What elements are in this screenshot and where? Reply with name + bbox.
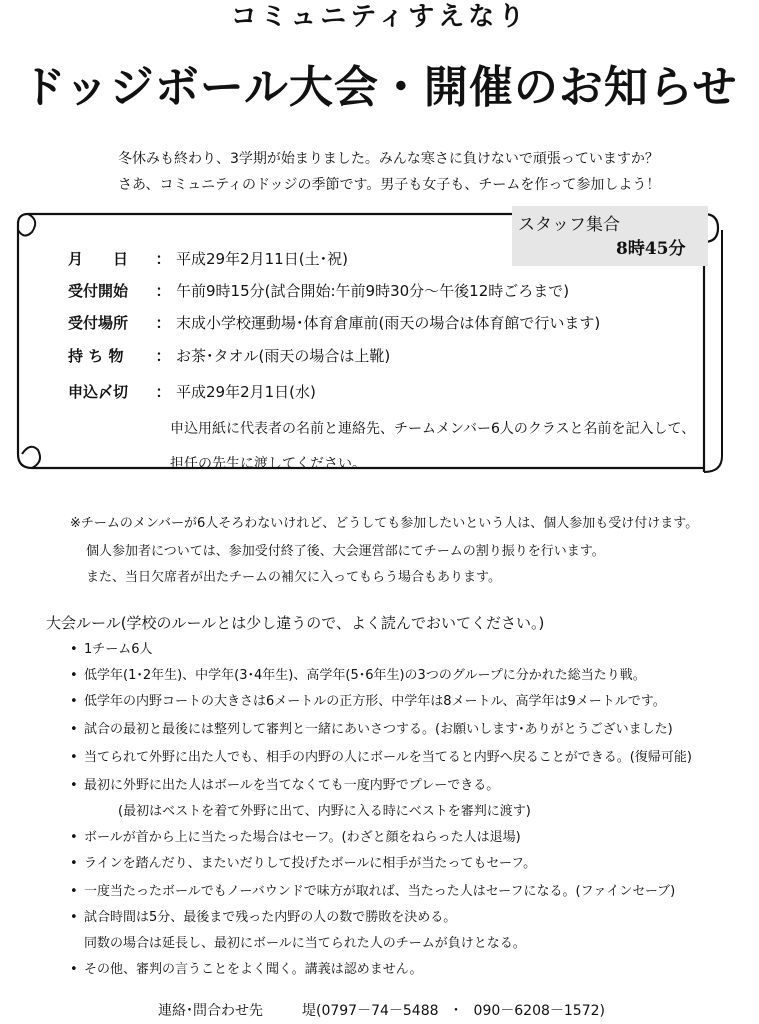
apply-note-1: 申込用紙に代表者の名前と連絡先、チームメンバー6人のクラスと名前を記入して、 (170, 421, 696, 437)
info-label: 持 ち 物 (68, 347, 124, 365)
colon: ： (155, 250, 171, 268)
bullet-dot: • (70, 962, 78, 977)
note-line-2: 個人参加者については、参加受付終了後、大会運営部にてチームの割り振りを行います。 (86, 544, 605, 559)
rule-text: 最初に外野に出た人はボールを当てなくても一度内野でプレーできる。 (84, 778, 500, 793)
rule-text: 低学年(1･2年生)、中学年(3･4年生)、高学年(5･6年生)の3つのグループに分かれた総当たり戦。 (84, 668, 646, 683)
colon: ： (155, 383, 171, 401)
rule-sub-line: (最初はベストを着て外野に出て、内野に入る時にベストを審判に渡す) (118, 804, 531, 819)
rule-item (70, 910, 456, 926)
rule-item (70, 722, 673, 738)
bullet-dot: • (70, 750, 78, 765)
rule-item (70, 750, 692, 766)
rule-item (70, 962, 423, 978)
organization-header: コミュニティすえなり (230, 2, 529, 32)
bullet-dot: • (70, 722, 78, 737)
bullet-dot: • (70, 884, 78, 899)
contact-value: 堤(0797－74－5488 ･ 090－6208－1572) (302, 1003, 605, 1019)
info-label: 月 日 (68, 250, 129, 268)
colon: ： (155, 314, 171, 332)
contact-line (158, 1000, 605, 1020)
rule-item (70, 642, 153, 658)
rules-title: 大会ルール(学校のルールとは少し違うので、よく読んでおいてください。) (46, 614, 545, 632)
info-value: お茶･タオル(雨天の場合は上靴) (176, 347, 391, 365)
stamp-text-2: 8時45分 (616, 239, 686, 259)
rule-text: 一度当たったボールでもノーバウンドで味方が取れば、当たった人はセーフになる。(ファインセーブ) (84, 884, 676, 899)
rule-text: ラインを踏んだり、またいだりして投げたボールに相手が当たってもセーフ。 (84, 856, 537, 871)
rule-item (70, 884, 675, 900)
bullet-dot: • (70, 694, 78, 709)
info-label: 受付開始 (68, 282, 129, 300)
page-title: ドッジボール大会・開催のお知らせ (21, 62, 738, 113)
colon: ： (155, 347, 171, 365)
rule-item (70, 830, 521, 846)
bullet-dot: • (70, 910, 78, 925)
rule-text: 当てられて外野に出た人でも、相手の内野の人にボールを当てると内野へ戻ることができる。(復帰可能) (84, 750, 692, 765)
rule-text: 試合時間は5分、最後まで残った内野の人の数で勝敗を決める。 (84, 910, 457, 925)
rule-text: 試合の最初と最後には整列して審判と一緒にあいさつする。(お願いします･ありがとうございました) (84, 722, 673, 737)
info-label: 受付場所 (68, 314, 129, 332)
info-row-reception-start (68, 281, 569, 301)
info-row-belongings (68, 346, 390, 366)
info-row-deadline (68, 382, 316, 402)
rule-item (70, 778, 499, 794)
bullet-dot: • (70, 856, 78, 871)
intro-line-1: 冬休みも終わり、3学期が始まりました。みんな寒さに負けないで頑張っていますか？ (118, 151, 659, 167)
stamp-text-1: スタッフ集合 (518, 215, 620, 235)
rule-text: ボールが首から上に当たった場合はセーフ。(わざと顔をねらった人は退場) (84, 830, 521, 845)
rule-text: その他、審判の言うことをよく聞く。講義は認めません。 (84, 962, 423, 977)
rule-item (70, 856, 536, 872)
bullet-dot: • (70, 668, 78, 683)
rule-text: 低学年の内野コートの大きさは6メートルの正方形、中学年は8メートル、高学年は9メートルです。 (84, 694, 666, 709)
rule-item (70, 694, 666, 710)
intro-line-2: さあ、コミュニティのドッジの季節です。男子も女子も、チームを作って参加しよう！ (118, 177, 661, 193)
apply-note-2: 担任の先生に渡してください。 (170, 456, 366, 472)
bullet-dot: • (70, 830, 78, 845)
info-label: 申込〆切 (68, 383, 129, 401)
rule-sub-line: 同数の場合は延長し、最初にボールに当てられた人のチームが負けとなる。 (84, 936, 526, 951)
info-row-reception-place (68, 313, 600, 333)
contact-label: 連絡･問合わせ先 (158, 1003, 263, 1019)
info-value: 午前9時15分(試合開始:午前9時30分～午後12時ごろまで) (176, 282, 570, 300)
info-row-date (68, 249, 348, 269)
rule-text: 1チーム6人 (84, 642, 153, 657)
note-line-3: また、当日欠席者が出たチームの補欠に入ってもらう場合もあります。 (86, 570, 501, 585)
note-line-1: ※チームのメンバーが6人そろわないけれど、どうしても参加したいという人は、個人参加も受け付けます。 (70, 516, 699, 531)
rule-item (70, 668, 646, 684)
colon: ： (155, 282, 171, 300)
info-value: 末成小学校運動場･体育倉庫前(雨天の場合は体育館で行います) (176, 314, 601, 332)
bullet-dot: • (70, 642, 78, 657)
info-value: 平成29年2月1日(水) (176, 383, 316, 401)
bullet-dot: • (70, 778, 78, 793)
info-value: 平成29年2月11日(土･祝) (176, 250, 348, 268)
